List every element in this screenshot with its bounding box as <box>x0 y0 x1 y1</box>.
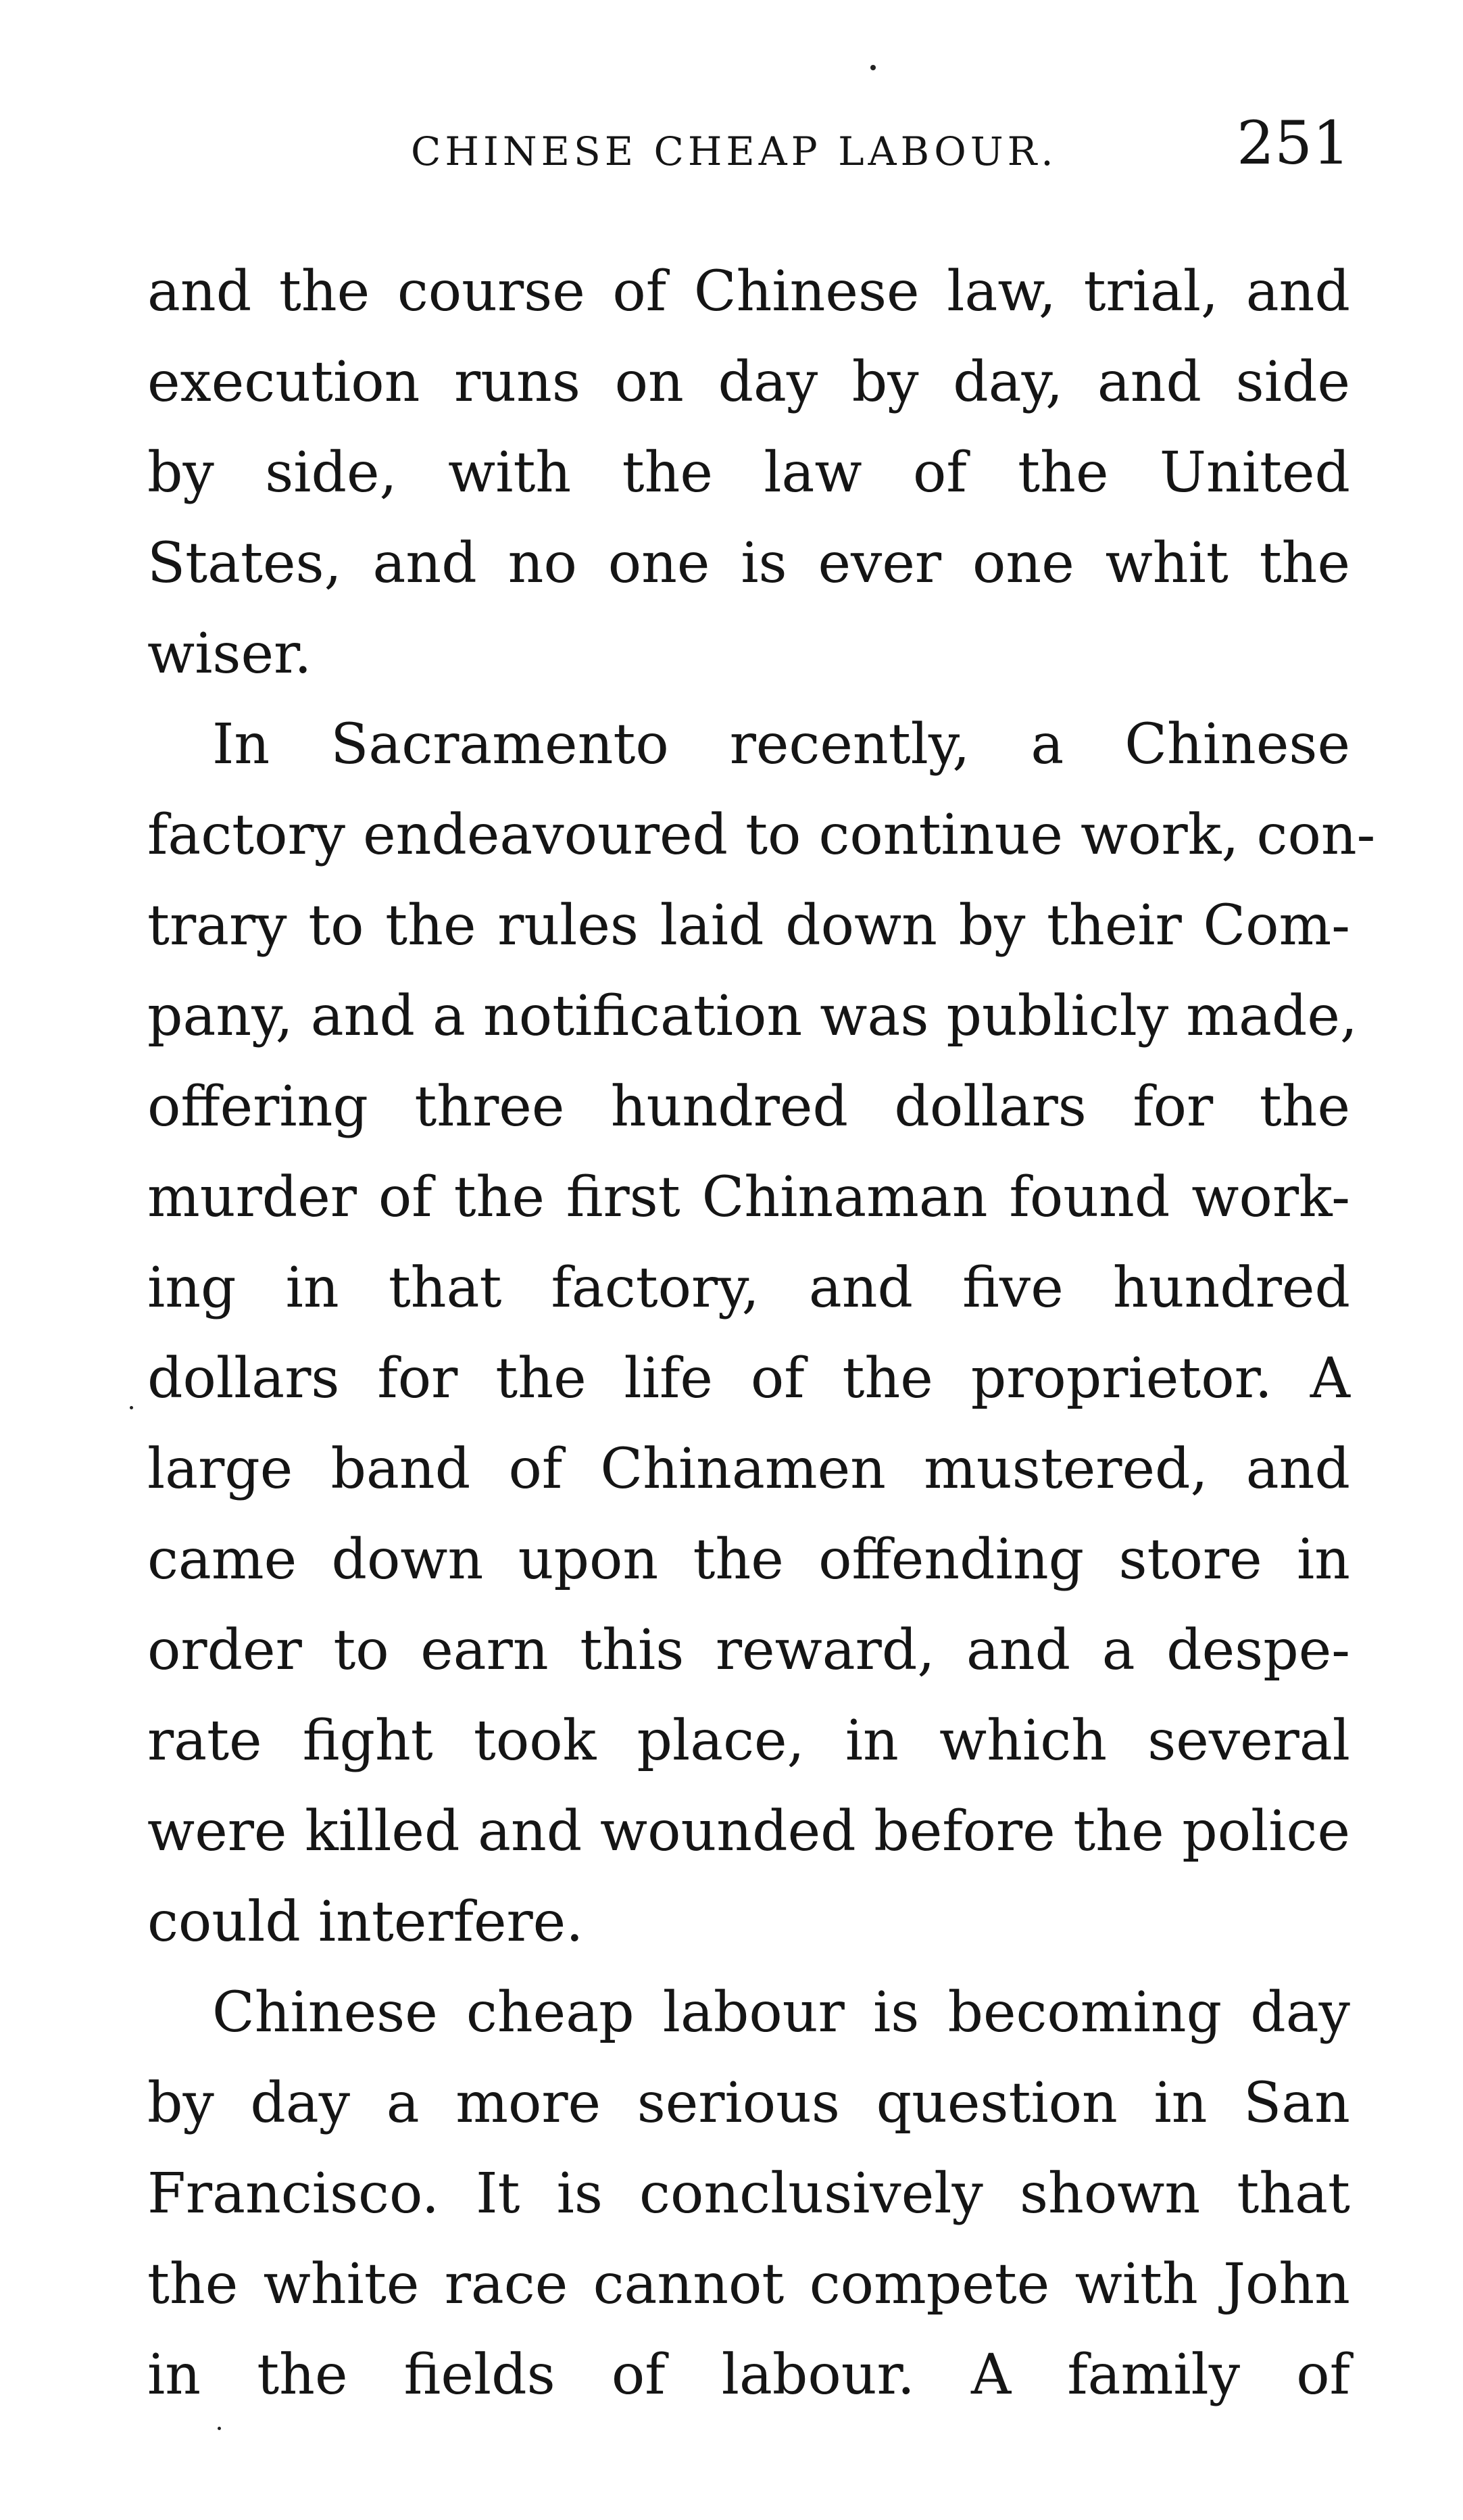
text-line: by day a more serious question in San <box>147 2071 1350 2135</box>
text-line: States, and no one is ever one whit the <box>147 531 1350 596</box>
text-line: and the course of Chinese law, trial, and <box>147 260 1350 324</box>
text-line: ing in that factory, and five hundred <box>147 1256 1350 1320</box>
paragraph <box>147 1968 1350 2421</box>
text-line: were killed and wounded before the police <box>147 1799 1350 1864</box>
paragraph <box>147 700 1376 1968</box>
text-line: by side, with the law of the United <box>147 441 1350 505</box>
text-line: factory endeavoured to continue work, con- <box>147 803 1376 867</box>
paragraph <box>147 247 1350 700</box>
ink-speck <box>130 1406 133 1409</box>
text-line: came down upon the offending store in <box>147 1528 1350 1592</box>
text-line: in the fields of labour. A family of <box>147 2343 1350 2407</box>
text-line: could interfere. <box>147 1890 584 1954</box>
text-line: dollars for the life of the proprietor. A <box>147 1347 1350 1411</box>
text-line: the white race cannot compete with John <box>147 2252 1350 2317</box>
text-line: trary to the rules laid down by their Com- <box>147 894 1350 958</box>
page-number: 251 <box>1237 108 1350 178</box>
text-line: offering three hundred dollars for the <box>147 1075 1350 1139</box>
ink-speck <box>870 65 876 70</box>
running-title: CHINESE CHEAP LABOUR. <box>411 128 1058 174</box>
body-text <box>147 247 1376 2421</box>
text-line: pany, and a notification was publicly made, <box>147 984 1358 1048</box>
running-head <box>147 108 1350 183</box>
text-line: rate fight took place, in which several <box>147 1709 1350 1773</box>
text-line: murder of the first Chinaman found work- <box>147 1165 1350 1230</box>
text-line: Chinese cheap labour is becoming day <box>212 1981 1350 2045</box>
ink-speck <box>218 2427 221 2430</box>
text-line: order to earn this reward, and a despe- <box>147 1618 1350 1682</box>
text-line: execution runs on day by day, and side <box>147 350 1350 414</box>
text-line: wiser. <box>147 622 312 686</box>
text-line: In Sacramento recently, a Chinese <box>212 712 1350 777</box>
text-line: large band of Chinamen mustered, and <box>147 1437 1350 1501</box>
text-line: Francisco. It is conclusively shown that <box>147 2162 1350 2226</box>
